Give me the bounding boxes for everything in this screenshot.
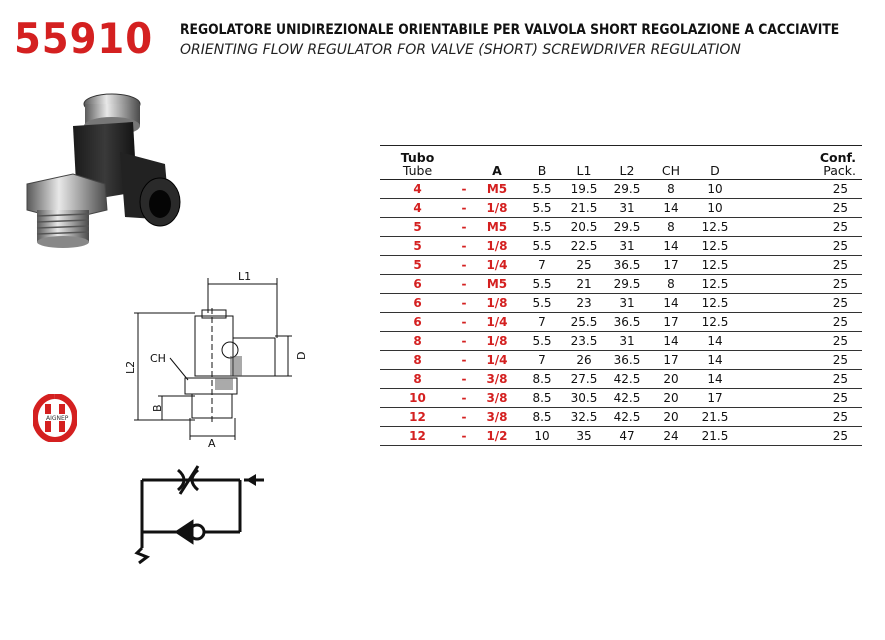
dim-label-ch: CH — [150, 352, 166, 365]
cell-l2: 31 — [605, 199, 649, 218]
table-row — [380, 180, 862, 199]
cell-tube: 4 — [380, 180, 455, 199]
cell-thread-a: 1/4 — [473, 351, 521, 370]
cell-ch: 8 — [649, 180, 693, 199]
cell-l1: 23 — [563, 294, 605, 313]
cell-d: 14 — [693, 351, 737, 370]
cell-l1: 20.5 — [563, 218, 605, 237]
cell-l2: 29.5 — [605, 275, 649, 294]
dim-label-a: A — [208, 437, 216, 448]
table-row — [380, 332, 862, 351]
cell-pack: 25 — [737, 199, 862, 218]
cell-l1: 25 — [563, 256, 605, 275]
cell-dash: - — [455, 294, 473, 313]
cell-d: 12.5 — [693, 294, 737, 313]
cell-tube: 10 — [380, 389, 455, 408]
cell-l2: 42.5 — [605, 408, 649, 427]
cell-l1: 19.5 — [563, 180, 605, 199]
cell-tube: 5 — [380, 256, 455, 275]
table-header-row — [380, 146, 862, 180]
cell-dash: - — [455, 351, 473, 370]
table-row — [380, 218, 862, 237]
cell-pack: 25 — [737, 180, 862, 199]
cell-ch: 24 — [649, 427, 693, 446]
cell-thread-a: 3/8 — [473, 389, 521, 408]
col-header-tube — [380, 146, 455, 180]
cell-pack: 25 — [737, 218, 862, 237]
cell-dash: - — [455, 408, 473, 427]
cell-l1: 32.5 — [563, 408, 605, 427]
cell-b: 5.5 — [521, 199, 563, 218]
cell-ch: 8 — [649, 275, 693, 294]
cell-l1: 21 — [563, 275, 605, 294]
table-row — [380, 351, 862, 370]
dim-label-d: D — [295, 351, 308, 360]
cell-l2: 36.5 — [605, 256, 649, 275]
cell-thread-a: 3/8 — [473, 370, 521, 389]
col-header-tube-en: Tube — [402, 163, 433, 178]
cell-ch: 8 — [649, 218, 693, 237]
cell-l2: 29.5 — [605, 180, 649, 199]
technical-drawing — [120, 268, 330, 448]
cell-dash: - — [455, 427, 473, 446]
cell-pack: 25 — [737, 332, 862, 351]
cell-b: 10 — [521, 427, 563, 446]
cell-d: 21.5 — [693, 427, 737, 446]
table-row — [380, 313, 862, 332]
title-italian: REGOLATORE UNIDIREZIONALE ORIENTABILE PER VALVOLA SHORT REGOLAZIONE A CACCIAVITE — [180, 22, 840, 38]
cell-dash: - — [455, 332, 473, 351]
cell-thread-a: 1/2 — [473, 427, 521, 446]
dim-label-b: B — [151, 404, 164, 412]
table-row — [380, 275, 862, 294]
cell-l1: 22.5 — [563, 237, 605, 256]
cell-d: 17 — [693, 389, 737, 408]
cell-b: 7 — [521, 256, 563, 275]
cell-pack: 25 — [737, 351, 862, 370]
col-header-l2: L2 — [605, 146, 649, 180]
cell-ch: 17 — [649, 313, 693, 332]
cell-ch: 20 — [649, 370, 693, 389]
col-header-pack — [737, 146, 862, 180]
cell-ch: 17 — [649, 256, 693, 275]
cell-tube: 6 — [380, 294, 455, 313]
cell-ch: 14 — [649, 199, 693, 218]
cell-l2: 47 — [605, 427, 649, 446]
cell-dash: - — [455, 256, 473, 275]
cell-dash: - — [455, 218, 473, 237]
cell-l1: 27.5 — [563, 370, 605, 389]
cell-tube: 8 — [380, 370, 455, 389]
cell-l2: 42.5 — [605, 389, 649, 408]
dim-label-l2: L2 — [124, 360, 137, 374]
col-header-l1: L1 — [563, 146, 605, 180]
cell-tube: 5 — [380, 218, 455, 237]
cell-ch: 20 — [649, 389, 693, 408]
col-header-conf: Conf. — [819, 150, 856, 165]
product-photo — [15, 92, 190, 252]
cell-dash: - — [455, 237, 473, 256]
table-row — [380, 408, 862, 427]
cell-b: 5.5 — [521, 275, 563, 294]
cell-l1: 23.5 — [563, 332, 605, 351]
cell-d: 21.5 — [693, 408, 737, 427]
cell-pack: 25 — [737, 370, 862, 389]
cell-pack: 25 — [737, 237, 862, 256]
cell-tube: 12 — [380, 427, 455, 446]
cell-tube: 4 — [380, 199, 455, 218]
cell-pack: 25 — [737, 256, 862, 275]
cell-pack: 25 — [737, 408, 862, 427]
dim-label-l1: L1 — [238, 270, 252, 283]
cell-dash: - — [455, 180, 473, 199]
cell-l2: 36.5 — [605, 313, 649, 332]
cell-d: 12.5 — [693, 218, 737, 237]
cell-pack: 25 — [737, 313, 862, 332]
cell-b: 8.5 — [521, 389, 563, 408]
cell-l2: 31 — [605, 294, 649, 313]
table-row — [380, 256, 862, 275]
cell-l2: 31 — [605, 332, 649, 351]
cell-pack: 25 — [737, 294, 862, 313]
cell-b: 5.5 — [521, 294, 563, 313]
cell-tube: 8 — [380, 332, 455, 351]
cell-thread-a: 1/4 — [473, 256, 521, 275]
cell-l1: 25.5 — [563, 313, 605, 332]
cell-d: 10 — [693, 180, 737, 199]
cell-thread-a: 1/8 — [473, 199, 521, 218]
cell-d: 12.5 — [693, 275, 737, 294]
cell-d: 12.5 — [693, 313, 737, 332]
cell-d: 14 — [693, 332, 737, 351]
cell-l2: 31 — [605, 237, 649, 256]
cell-thread-a: 1/4 — [473, 313, 521, 332]
cell-b: 7 — [521, 313, 563, 332]
cell-pack: 25 — [737, 427, 862, 446]
col-header-ch: CH — [649, 146, 693, 180]
table-row — [380, 294, 862, 313]
table-row — [380, 370, 862, 389]
cell-tube: 6 — [380, 275, 455, 294]
table-row — [380, 389, 862, 408]
cell-b: 5.5 — [521, 332, 563, 351]
cell-dash: - — [455, 389, 473, 408]
cell-thread-a: M5 — [473, 218, 521, 237]
cell-tube: 12 — [380, 408, 455, 427]
cell-dash: - — [455, 370, 473, 389]
cell-l1: 21.5 — [563, 199, 605, 218]
cell-thread-a: 3/8 — [473, 408, 521, 427]
cell-d: 14 — [693, 370, 737, 389]
cell-ch: 17 — [649, 351, 693, 370]
product-code: 55910 — [14, 14, 154, 63]
col-header-b: B — [521, 146, 563, 180]
cell-ch: 14 — [649, 332, 693, 351]
spec-table — [380, 145, 862, 446]
cell-l1: 26 — [563, 351, 605, 370]
cell-ch: 14 — [649, 237, 693, 256]
cell-thread-a: 1/8 — [473, 294, 521, 313]
cell-b: 5.5 — [521, 218, 563, 237]
table-row — [380, 427, 862, 446]
cell-pack: 25 — [737, 275, 862, 294]
cell-dash: - — [455, 275, 473, 294]
pneumatic-symbol — [132, 460, 272, 570]
cell-thread-a: M5 — [473, 275, 521, 294]
cell-b: 7 — [521, 351, 563, 370]
cell-b: 8.5 — [521, 408, 563, 427]
cell-tube: 5 — [380, 237, 455, 256]
col-header-pack-en: Pack. — [823, 163, 856, 178]
cell-l2: 36.5 — [605, 351, 649, 370]
cell-d: 10 — [693, 199, 737, 218]
cell-l1: 35 — [563, 427, 605, 446]
table-row — [380, 237, 862, 256]
brand-logo — [33, 394, 77, 442]
col-header-sep — [455, 146, 473, 180]
cell-d: 12.5 — [693, 256, 737, 275]
cell-tube: 6 — [380, 313, 455, 332]
col-header-tubo: Tubo — [400, 150, 435, 165]
cell-b: 8.5 — [521, 370, 563, 389]
cell-thread-a: M5 — [473, 180, 521, 199]
table-row — [380, 199, 862, 218]
svg-text:AIGNEP: AIGNEP — [46, 415, 69, 422]
cell-ch: 14 — [649, 294, 693, 313]
cell-dash: - — [455, 313, 473, 332]
cell-pack: 25 — [737, 389, 862, 408]
col-header-d: D — [693, 146, 737, 180]
cell-thread-a: 1/8 — [473, 237, 521, 256]
title-english: ORIENTING FLOW REGULATOR FOR VALVE (SHORT) SCREWDRIVER REGULATION — [180, 42, 741, 58]
cell-thread-a: 1/8 — [473, 332, 521, 351]
cell-dash: - — [455, 199, 473, 218]
cell-b: 5.5 — [521, 237, 563, 256]
cell-ch: 20 — [649, 408, 693, 427]
cell-tube: 8 — [380, 351, 455, 370]
cell-d: 12.5 — [693, 237, 737, 256]
cell-l2: 29.5 — [605, 218, 649, 237]
cell-b: 5.5 — [521, 180, 563, 199]
col-header-a: A — [473, 146, 521, 180]
cell-l1: 30.5 — [563, 389, 605, 408]
cell-l2: 42.5 — [605, 370, 649, 389]
